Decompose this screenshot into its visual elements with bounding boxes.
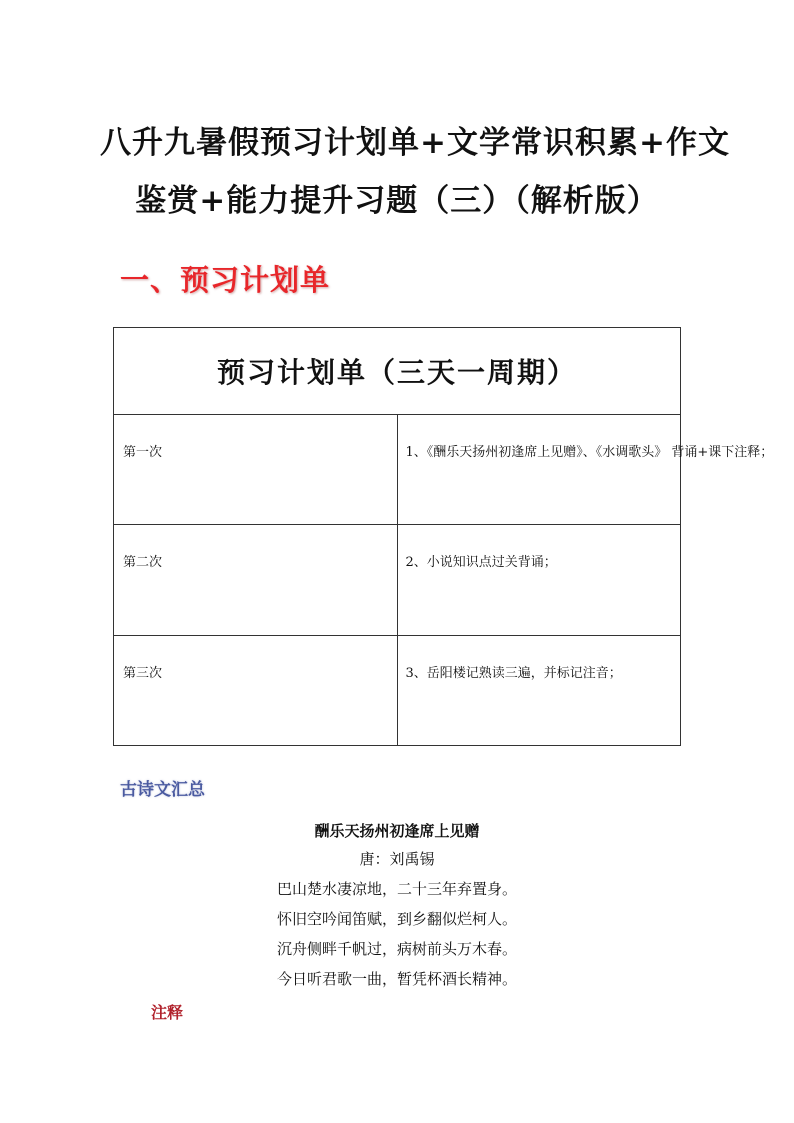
table-row — [114, 525, 681, 635]
row-task: 1、《酬乐天扬州初逢席上见赠》、《水调歌头》 背诵+课下注释； — [397, 415, 681, 525]
poem-line: 巴山楚水凄凉地，二十三年弃置身。 — [276, 880, 517, 898]
document-title-line-1: 八升九暑假预习计划单+文学常识积累+作文 — [100, 125, 730, 161]
document-title — [100, 114, 730, 230]
poem-author: 唐：刘禹锡 — [359, 850, 435, 868]
subsection-heading-poems: 古诗文汇总 — [120, 780, 205, 800]
table-row — [114, 635, 681, 745]
row-task: 3、岳阳楼记熟读三遍，并标记注音； — [397, 635, 681, 745]
poem-line: 今日听君歌一曲，暂凭杯酒长精神。 — [276, 970, 517, 988]
section-heading-plan: 一、预习计划单 — [120, 263, 331, 297]
document-title-line-2: 鉴赏+能力提升习题（三）（解析版） — [135, 183, 659, 219]
poem-title: 酬乐天扬州初逢席上见赠 — [314, 822, 480, 840]
row-label: 第三次 — [114, 635, 398, 745]
plan-table — [113, 327, 774, 746]
table-row — [114, 415, 681, 525]
plan-table-header: 预习计划单（三天一周期） — [114, 328, 681, 415]
row-label: 第一次 — [114, 415, 398, 525]
poem-line: 怀旧空吟闻笛赋，到乡翻似烂柯人。 — [276, 910, 517, 928]
poem-block — [200, 820, 594, 998]
notes-heading: 注释 — [151, 1003, 184, 1022]
poem-line: 沉舟侧畔千帆过，病树前头万木春。 — [276, 940, 517, 958]
row-task: 2、小说知识点过关背诵； — [397, 525, 681, 635]
row-label: 第二次 — [114, 525, 398, 635]
